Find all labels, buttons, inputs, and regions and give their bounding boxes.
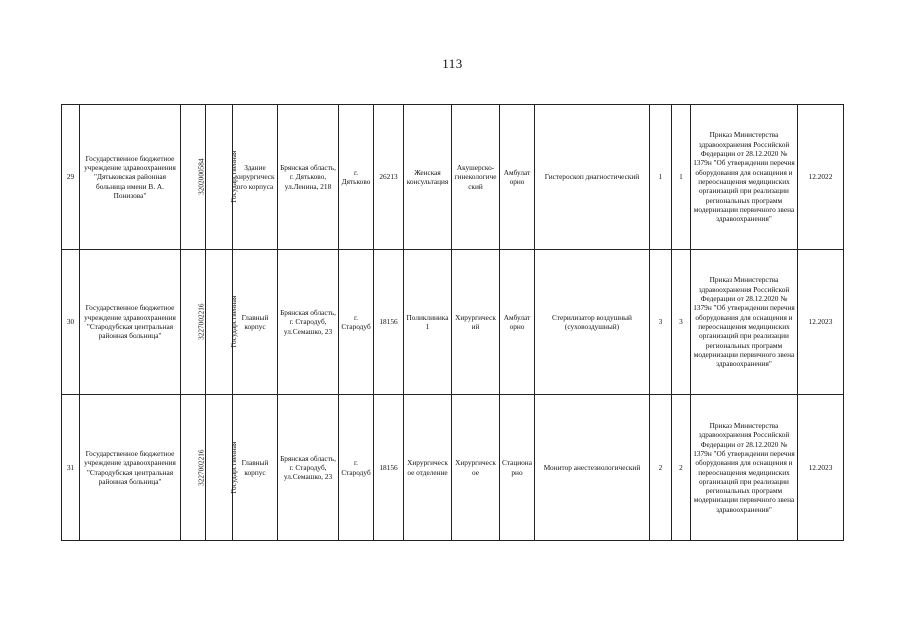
table-row — [62, 250, 844, 395]
row-number-cell: 31 — [62, 395, 80, 541]
ownership-text: Государственная — [229, 296, 239, 348]
row-number-cell: 30 — [62, 250, 80, 395]
care-form-cell: Амбулаторно — [500, 250, 535, 395]
qty-planned-cell: 3 — [672, 250, 691, 395]
basis-cell: Приказ Министерства здравоохранения Российской Федерации от 28.12.2020 № 1379н "Об утверждении перечня оборудования для оснащения и переоснащения медицинских организаций при реализации региональных программ модернизации первичного звена здравоохранения" — [691, 105, 798, 250]
equipment-cell: Стерилизатор воздушный (суховоздушный) — [535, 250, 650, 395]
qty-required-cell: 2 — [650, 395, 672, 541]
settlement-cell: г. Стародуб — [339, 395, 374, 541]
profile-cell: Хирургический — [452, 250, 500, 395]
qty-planned-cell: 1 — [672, 105, 691, 250]
inn-cell — [181, 105, 206, 250]
ownership-cell — [206, 250, 239, 395]
inn-text: 3227002216 — [196, 449, 206, 486]
address-cell: Брянская область, г. Стародуб, ул.Семашко, 23 — [278, 395, 339, 541]
building-cell: Главный корпус — [233, 250, 278, 395]
table-row — [62, 105, 844, 250]
page-number: 113 — [442, 56, 463, 71]
deadline-cell: 12.2023 — [798, 250, 844, 395]
institution-cell: Государственное бюджетное учреждение здравоохранения "Дятьковская районная больница имени В. А. Понизова" — [80, 105, 181, 250]
ownership-text: Государственная — [229, 441, 239, 494]
table-row — [62, 395, 844, 541]
code-cell: 18156 — [374, 250, 404, 395]
code-cell: 26213 — [374, 105, 404, 250]
profile-cell: Хирургическое — [452, 395, 500, 541]
building-cell: Главный корпус — [233, 395, 278, 541]
institution-cell: Государственное бюджетное учреждение здравоохранения "Стародубская центральная районная больница" — [80, 395, 181, 541]
ownership-cell — [206, 105, 239, 250]
equipment-cell: Гистероскоп диагностический — [535, 105, 650, 250]
inn-cell — [181, 395, 206, 541]
care-form-cell: Амбулаторно — [500, 105, 535, 250]
institution-cell: Государственное бюджетное учреждение здравоохранения "Стародубская центральная районная больница" — [80, 250, 181, 395]
ownership-text: Государственная — [229, 151, 239, 203]
basis-cell: Приказ Министерства здравоохранения Российской Федерации от 28.12.2020 № 1379н "Об утверждении перечня оборудования для оснащения и переоснащения медицинских организаций при реализации региональных программ модернизации первичного звена здравоохранения" — [691, 395, 798, 541]
equipment-cell: Монитор анестезиологический — [535, 395, 650, 541]
division-cell: Женская консультация — [404, 105, 452, 250]
deadline-cell: 12.2023 — [798, 395, 844, 541]
row-number-cell: 29 — [62, 105, 80, 250]
address-cell: Брянская область, г. Дятьково, ул.Ленина, 218 — [278, 105, 339, 250]
care-form-cell: Стационарно — [500, 395, 535, 541]
settlement-cell: г. Дятьково — [339, 105, 374, 250]
division-cell: Поликлиника 1 — [404, 250, 452, 395]
ownership-cell — [206, 395, 239, 541]
basis-cell: Приказ Министерства здравоохранения Российской Федерации от 28.12.2020 № 1379н "Об утверждении перечня оборудования для оснащения и переоснащения медицинских организаций при реализации региональных программ модернизации первичного звена здравоохранения" — [691, 250, 798, 395]
inn-text: 3202000584 — [196, 158, 206, 196]
qty-planned-cell: 2 — [672, 395, 691, 541]
code-cell: 18156 — [374, 395, 404, 541]
building-cell: Здание хирургического корпуса — [233, 105, 278, 250]
settlement-cell: г. Стародуб — [339, 250, 374, 395]
qty-required-cell: 3 — [650, 250, 672, 395]
deadline-cell: 12.2022 — [798, 105, 844, 250]
division-cell: Хирургическое отделение — [404, 395, 452, 541]
inn-text: 3227002216 — [196, 303, 206, 341]
profile-cell: Акушерско-гинекологический — [452, 105, 500, 250]
qty-required-cell: 1 — [650, 105, 672, 250]
address-cell: Брянская область, г. Стародуб, ул.Семашко, 23 — [278, 250, 339, 395]
inn-cell — [181, 250, 206, 395]
equipment-table — [61, 104, 844, 541]
